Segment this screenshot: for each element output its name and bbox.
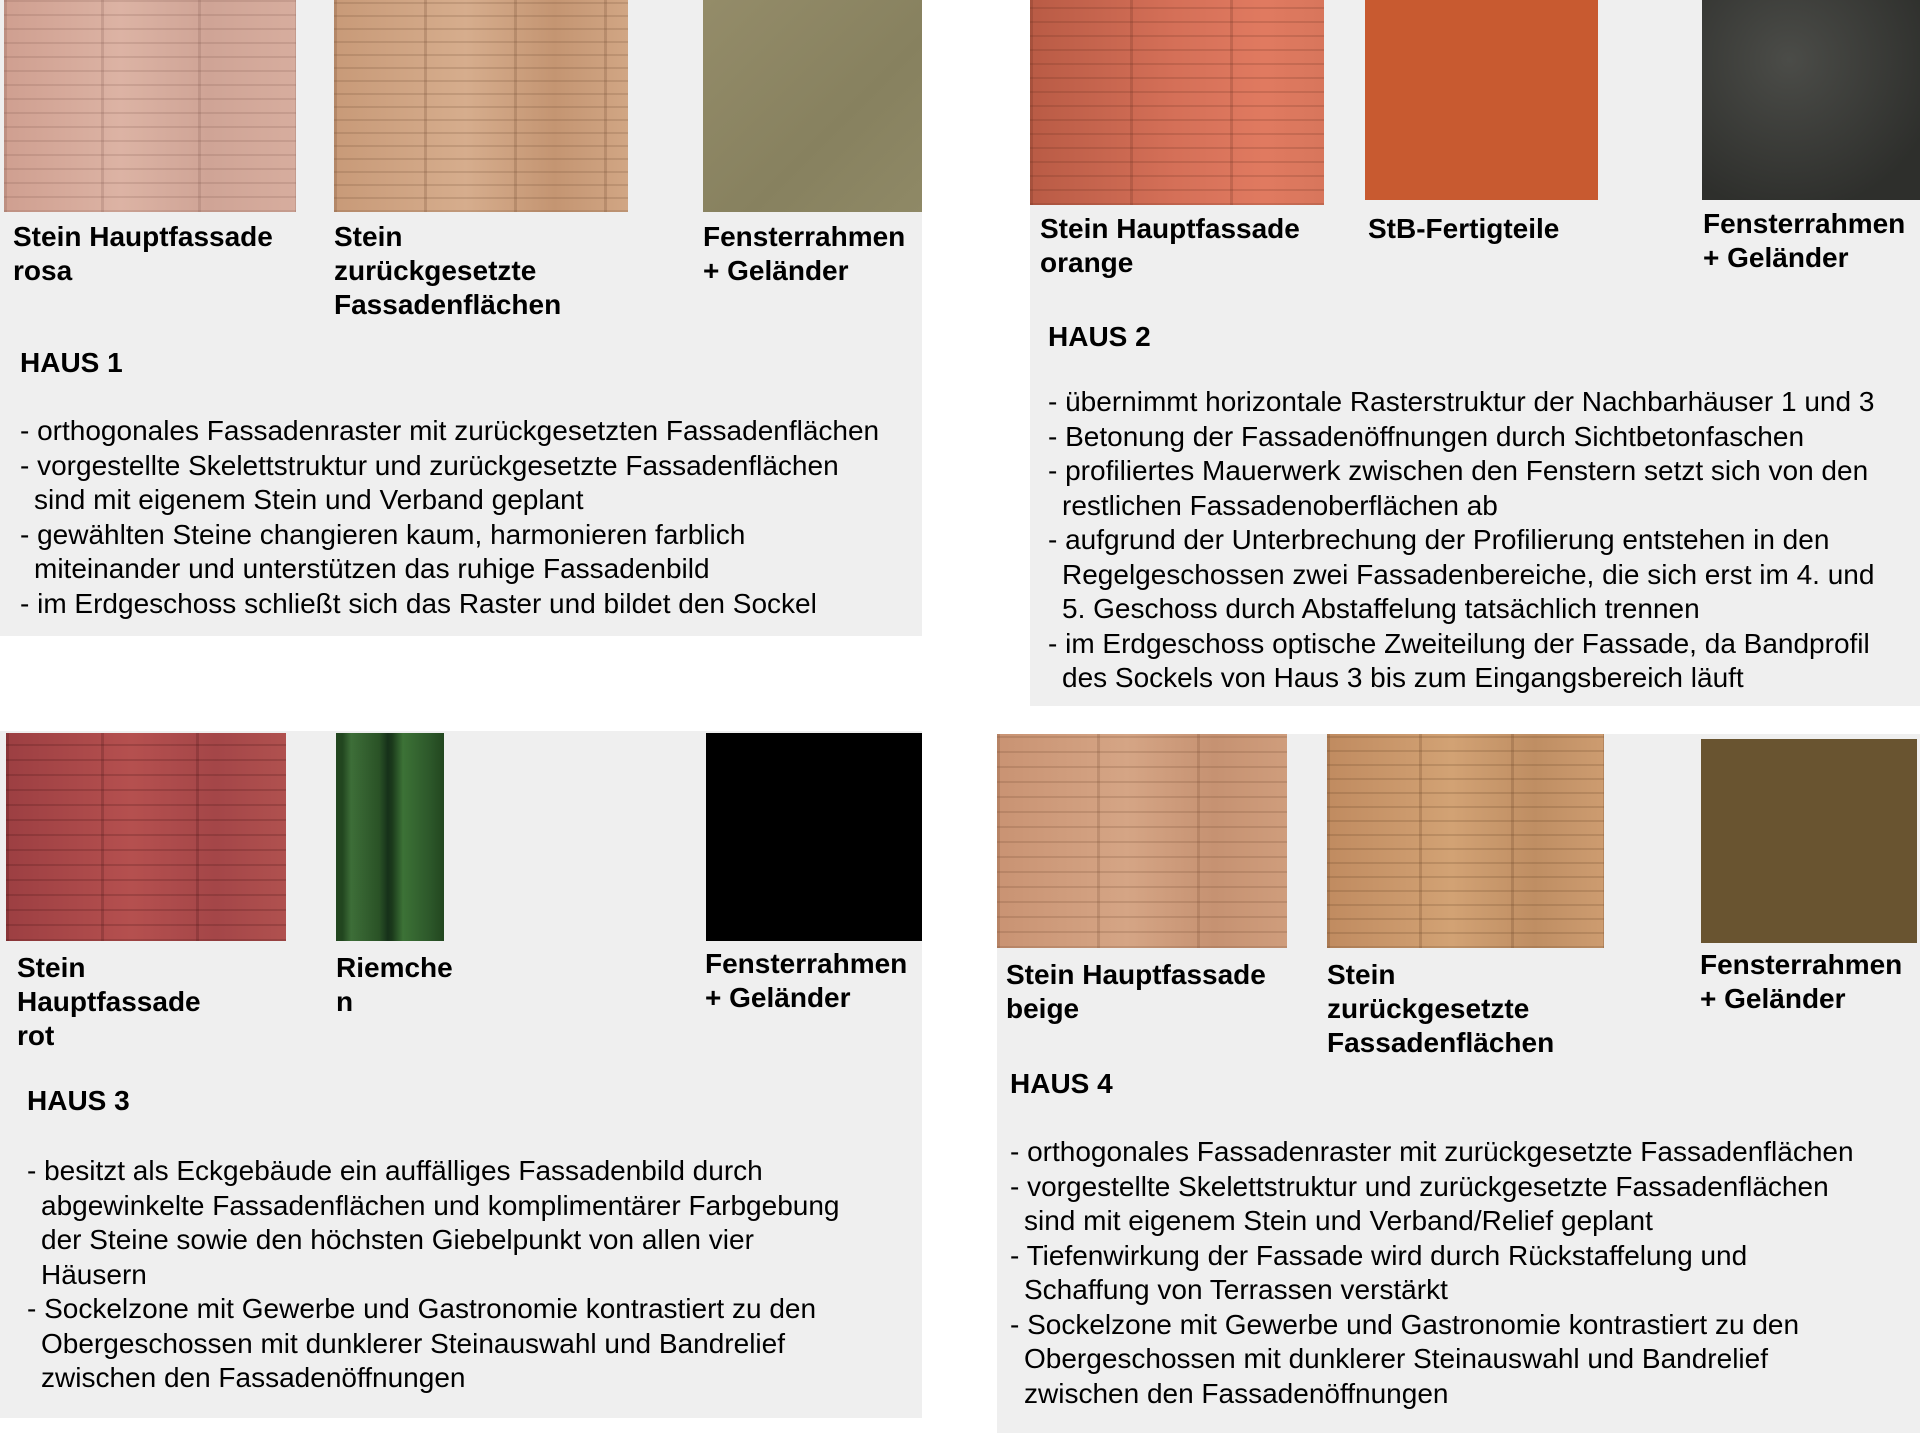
bullet-line: - besitzt als Eckgebäude ein auffälliges Fassadenbild durch (27, 1155, 763, 1186)
haus-4-description (1010, 1135, 1854, 1411)
bullet-continuation: Obergeschossen mit dunklerer Steinauswahl und Bandrelief (1024, 1343, 1768, 1374)
bullet-continuation: Schaffung von Terrassen verstärkt (1024, 1274, 1448, 1305)
haus-4-title: HAUS 4 (1010, 1068, 1113, 1099)
bullet-line: - Sockelzone mit Gewerbe und Gastronomie kontrastiert zu den (27, 1293, 817, 1324)
haus-1-swatch-fensterrahmen (703, 0, 922, 212)
haus-1-swatch-stein-hauptfassade (4, 0, 296, 212)
haus-4-caption-stein-zurueckgesetzt: Stein zurückgesetzte Fassadenflächen (1327, 959, 1555, 1058)
haus-2-caption-fensterrahmen: Fensterrahmen + Geländer (1703, 208, 1906, 273)
haus-2-caption-stb-fertigteile: StB-Fertigteile (1368, 213, 1560, 244)
bullet-continuation: des Sockels von Haus 3 bis zum Eingangsbereich läuft (1062, 662, 1744, 693)
haus-1-caption-stein-hauptfassade: Stein Hauptfassade rosa (13, 221, 273, 286)
haus-3-caption-stein-hauptfassade: Stein Hauptfassade rot (17, 952, 201, 1051)
bullet-line: - gewählten Steine changieren kaum, harmonieren farblich (20, 518, 746, 550)
haus-4-caption-fensterrahmen: Fensterrahmen + Geländer (1700, 949, 1903, 1014)
haus-4-swatch-fensterrahmen (1701, 739, 1917, 943)
haus-3-caption-riemchen: Riemche n (336, 952, 453, 1017)
bullet-line: - vorgestellte Skelettstruktur und zurückgesetzte Fassadenflächen (1010, 1170, 1829, 1202)
bullet-continuation: zwischen den Fassadenöffnungen (41, 1362, 466, 1393)
haus-2-swatch-fensterrahmen (1702, 0, 1920, 200)
bullet-line: - im Erdgeschoss schließt sich das Raster und bildet den Sockel (20, 587, 817, 619)
haus-1-swatch-stein-zurueckgesetzt (334, 0, 628, 212)
bullet-line: - Betonung der Fassadenöffnungen durch Sichtbetonfaschen (1048, 420, 1805, 452)
haus-1-title: HAUS 1 (20, 347, 123, 378)
haus-4-panel (997, 734, 1920, 1433)
bullet-continuation: sind mit eigenem Stein und Verband geplant (34, 484, 584, 515)
bullet-continuation: Regelgeschossen zwei Fassadenbereiche, die sich erst im 4. und (1062, 558, 1875, 590)
haus-2-description (1048, 385, 1874, 696)
bullet-line: - Tiefenwirkung der Fassade wird durch Rückstaffelung und (1010, 1239, 1748, 1271)
bullet-line: - Sockelzone mit Gewerbe und Gastronomie kontrastiert zu den (1010, 1308, 1800, 1340)
bullet-line: - aufgrund der Unterbrechung der Profilierung entstehen in den (1048, 524, 1830, 555)
bullet-continuation: zwischen den Fassadenöffnungen (1024, 1377, 1449, 1409)
haus-2-panel (1030, 0, 1920, 706)
bullet-continuation: der Steine sowie den höchsten Giebelpunkt von allen vier (41, 1224, 754, 1255)
bullet-line: - orthogonales Fassadenraster mit zurückgesetzte Fassadenflächen (1010, 1136, 1854, 1167)
haus-2-caption-stein-hauptfassade: Stein Hauptfassade orange (1040, 213, 1300, 278)
haus-4-caption-stein-hauptfassade: Stein Hauptfassade beige (1006, 959, 1266, 1024)
haus-3-swatch-fensterrahmen (706, 733, 922, 941)
haus-1-description (20, 414, 879, 621)
bullet-line: - orthogonales Fassadenraster mit zurückgesetzten Fassadenflächen (20, 415, 880, 446)
haus-3-swatch-stein-hauptfassade (6, 733, 286, 941)
haus-2-swatch-stb-fertigteile (1365, 0, 1598, 200)
bullet-continuation: Obergeschossen mit dunklerer Steinauswahl und Bandrelief (41, 1327, 785, 1359)
haus-1-caption-fensterrahmen: Fensterrahmen + Geländer (703, 221, 906, 286)
haus-1-caption-stein-zurueckgesetzt: Stein zurückgesetzte Fassadenflächen (334, 221, 562, 320)
bullet-line: - übernimmt horizontale Rasterstruktur der Nachbarhäuser 1 und 3 (1048, 386, 1875, 417)
haus-2-title: HAUS 2 (1048, 321, 1151, 352)
bullet-continuation: miteinander und unterstützen das ruhige Fassadenbild (34, 553, 710, 584)
haus-2-swatch-stein-hauptfassade (1030, 0, 1324, 205)
bullet-continuation: 5. Geschoss durch Abstaffelung tatsächlich trennen (1062, 593, 1700, 624)
haus-3-swatch-riemchen (336, 733, 444, 941)
haus-3-caption-fensterrahmen: Fensterrahmen + Geländer (705, 948, 908, 1013)
haus-3-description (27, 1154, 840, 1396)
bullet-continuation: restlichen Fassadenoberflächen ab (1062, 489, 1498, 521)
bullet-continuation: abgewinkelte Fassadenflächen und komplimentärer Farbgebung (41, 1189, 840, 1221)
haus-4-swatch-stein-zurueckgesetzt (1327, 734, 1604, 948)
bullet-line: - profiliertes Mauerwerk zwischen den Fenstern setzt sich von den (1048, 455, 1869, 486)
bullet-line: - im Erdgeschoss optische Zweiteilung der Fassade, da Bandprofil (1048, 627, 1870, 659)
bullet-continuation: sind mit eigenem Stein und Verband/Relief geplant (1024, 1205, 1653, 1236)
bullet-continuation: Häusern (41, 1258, 147, 1290)
haus-4-swatch-stein-hauptfassade (997, 734, 1287, 948)
haus-3-panel (0, 731, 922, 1418)
haus-1-panel (0, 0, 922, 636)
haus-3-title: HAUS 3 (27, 1085, 130, 1116)
bullet-line: - vorgestellte Skelettstruktur und zurückgesetzte Fassadenflächen (20, 449, 839, 481)
